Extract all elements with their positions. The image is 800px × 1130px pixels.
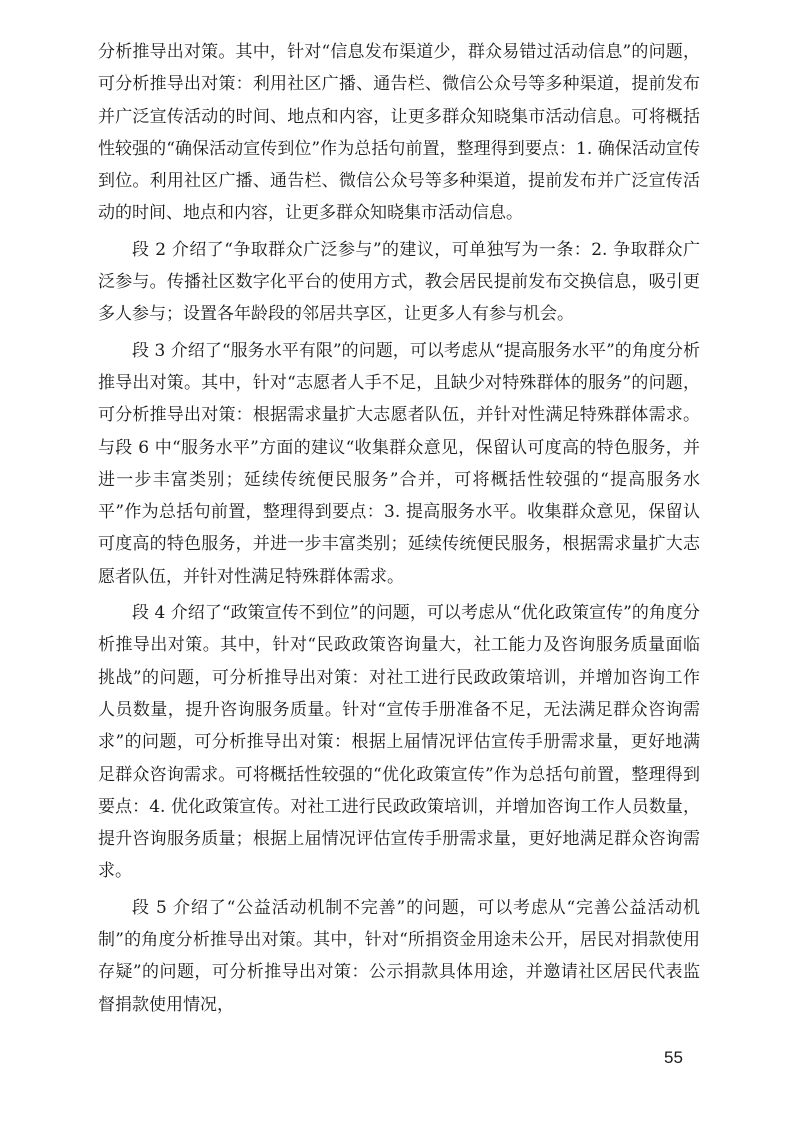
document-body [98,36,700,1025]
paragraph-4: 段 4 介绍了“政策宣传不到位”的问题，可以考虑从“优化政策宣传”的角度分析推导出对策。其中，针对“民政政策咨询量大，社工能力及咨询服务质量面临挑战”的问题，可分析推导出对策：对社工进行民政政策培训，并增加咨询工作人员数量，提升咨询服务质量。针对“宣传手册准备不足，无法满足群众咨询需求”的问题，可分析推导出对策：根据上届情况评估宣传手册需求量，更好地满足群众咨询需求。可将概括性较强的“优化政策宣传”作为总括句前置，整理得到要点：4. 优化政策宣传。对社工进行民政政策培训，并增加咨询工作人员数量，提升咨询服务质量；根据上届情况评估宣传手册需求量，更好地满足群众咨询需求。 [98,603,700,882]
paragraph-continued: 分析推导出对策。其中，针对“信息发布渠道少，群众易错过活动信息”的问题，可分析推导出对策：利用社区广播、通告栏、微信公众号等多种渠道，提前发布并广泛宣传活动的时间、地点和内容，让更多群众知晓集市活动信息。可将概括性较强的“确保活动宣传到位”作为总括句前置，整理得到要点：1. 确保活动宣传到位。利用社区广播、通告栏、微信公众号等多种渠道，提前发布并广泛宣传活动的时间、地点和内容，让更多群众知晓集市活动信息。 [98,42,700,224]
paragraph-3: 段 3 介绍了“服务水平有限”的问题，可以考虑从“提高服务水平”的角度分析推导出对策。其中，针对“志愿者人手不足，且缺少对特殊群体的服务”的问题，可分析推导出对策：根据需求量扩大志愿者队伍，并针对性满足特殊群体需求。与段 6 中“服务水平”方面的建议“收集群众意见，保留认可度高的特色服务，并进一步丰富类别；延续传统便民服务”合并，可将概括性较强的“提高服务水平”作为总括句前置，整理得到要点：3. 提高服务水平。收集群众意见，保留认可度高的特色服务，并进一步丰富类别；延续传统便民服务，根据需求量扩大志愿者队伍，并针对性满足特殊群体需求。 [98,340,700,587]
page-number: 55 [664,1048,683,1067]
paragraph-2: 段 2 介绍了“争取群众广泛参与”的建议，可单独写为一条：2. 争取群众广泛参与。传播社区数字化平台的使用方式，教会居民提前发布交换信息，吸引更多人参与；设置各年龄段的邻居共享区，让更多人有参与机会。 [98,239,700,325]
paragraph-5: 段 5 介绍了“公益活动机制不完善”的问题，可以考虑从“完善公益活动机制”的角度分析推导出对策。其中，针对“所捐资金用途未公开，居民对捐款使用存疑”的问题，可分析推导出对策：公示捐款具体用途，并邀请社区居民代表监督捐款使用情况， [98,897,700,1015]
